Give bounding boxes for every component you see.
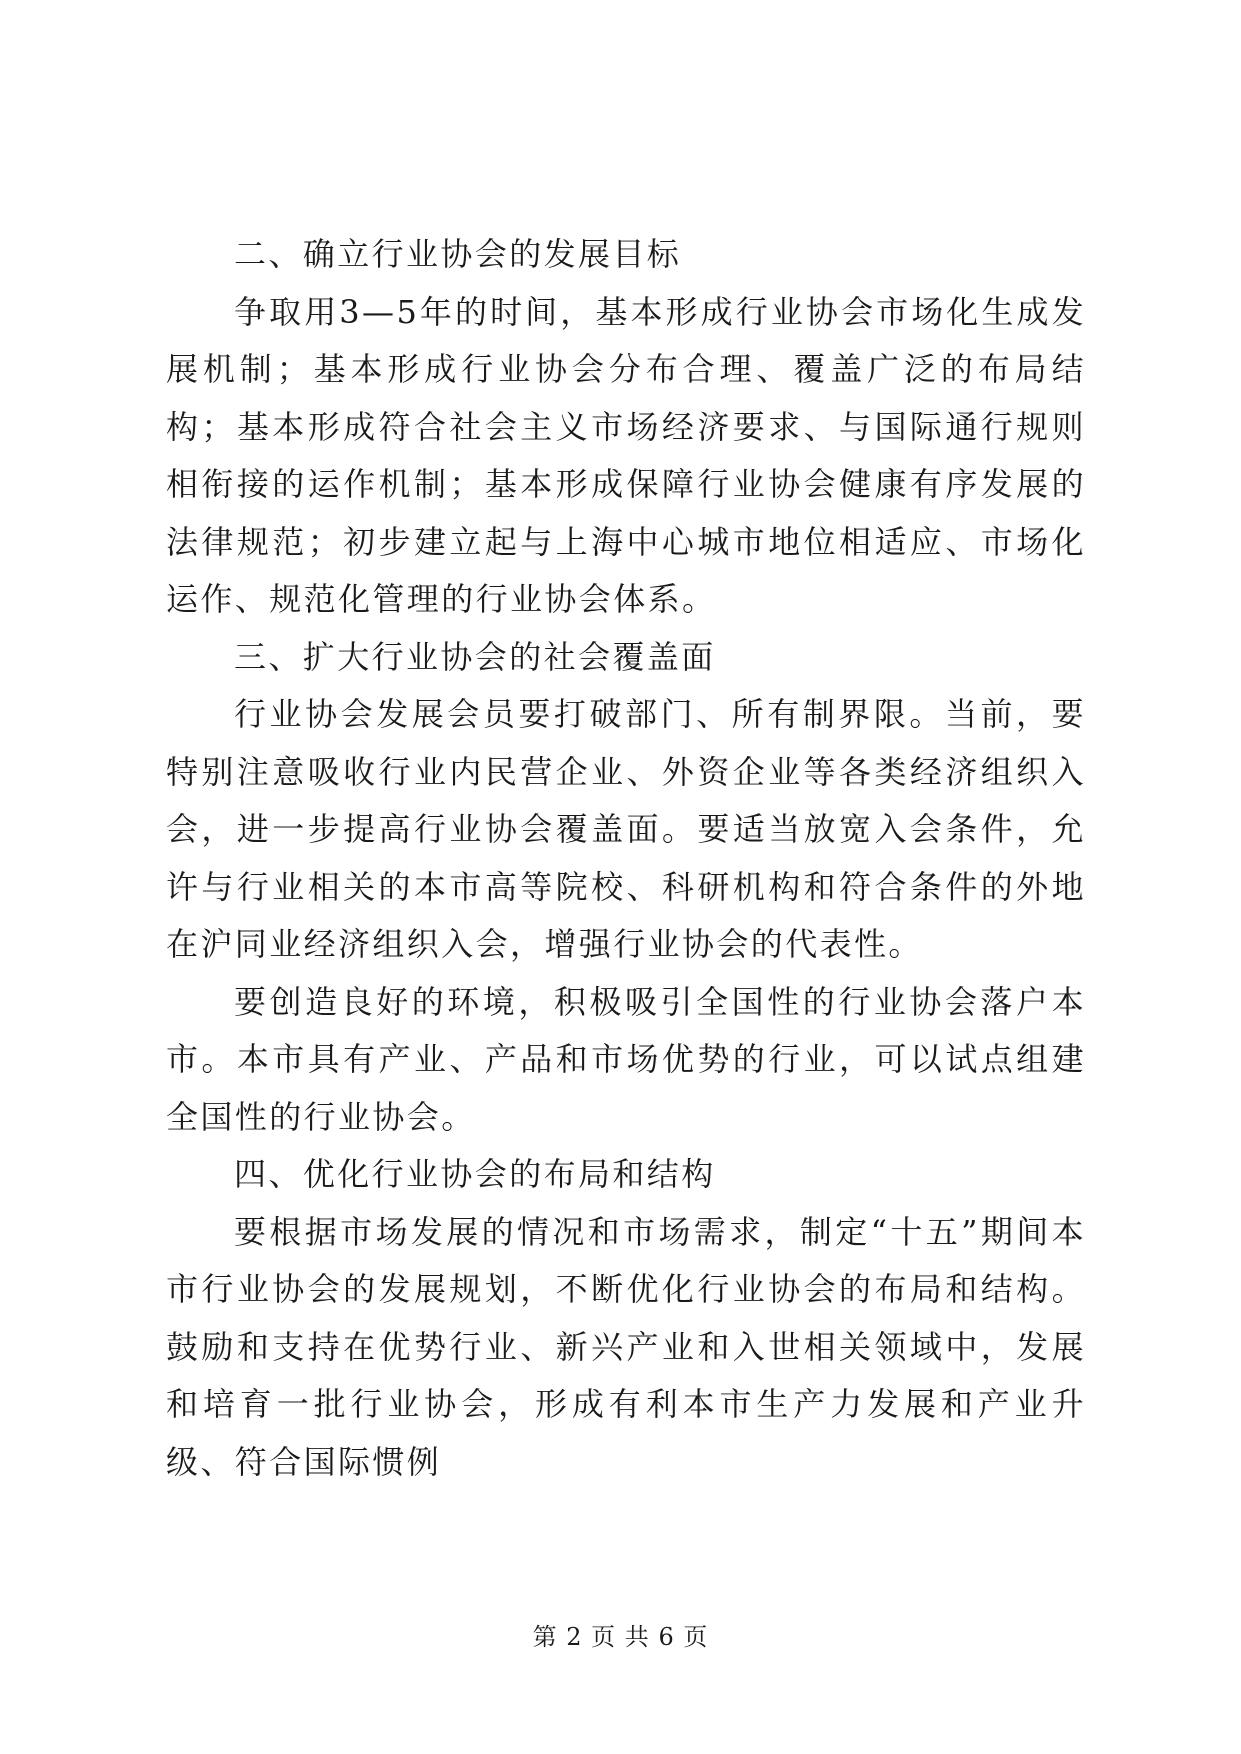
section-heading: 四、优化行业协会的布局和结构: [234, 1155, 716, 1193]
page-number-footer: 第 2 页 共 6 页: [532, 1623, 709, 1651]
section-heading: 二、确立行业协会的发展目标: [234, 235, 682, 273]
body-paragraph: 争取用3—5年的时间，基本形成行业协会市场化生成发展机制；基本形成行业协会分布合理、覆盖广泛的布局结构；基本形成符合社会主义市场经济要求、与国际通行规则相衔接的运作机制；基本形成保障行业协会健康有序发展的法律规范；初步建立起与上海中心城市地位相适应、市场化运作、规范化管理的行业协会体系。: [166, 292, 1086, 618]
body-paragraph: 行业协会发展会员要打破部门、所有制界限。当前，要特别注意吸收行业内民营企业、外资企业等各类经济组织入会，进一步提高行业协会覆盖面。要适当放宽入会条件，允许与行业相关的本市高等院校、科研机构和符合条件的外地在沪同业经济组织入会，增强行业协会的代表性。: [166, 695, 1086, 963]
document-body: [166, 226, 1086, 1491]
section-heading: 三、扩大行业协会的社会覆盖面: [234, 637, 716, 676]
body-paragraph: 要创造良好的环境，积极吸引全国性的行业协会落户本市。本市具有产业、产品和市场优势的行业，可以试点组建全国性的行业协会。: [166, 982, 1086, 1136]
body-paragraph: 要根据市场发展的情况和市场需求，制定“十五”期间本市行业协会的发展规划，不断优化行业协会的布局和结构。鼓励和支持在优势行业、新兴产业和入世相关领域中，发展和培育一批行业协会，形成有利本市生产力发展和产业升级、符合国际惯例: [166, 1212, 1086, 1481]
